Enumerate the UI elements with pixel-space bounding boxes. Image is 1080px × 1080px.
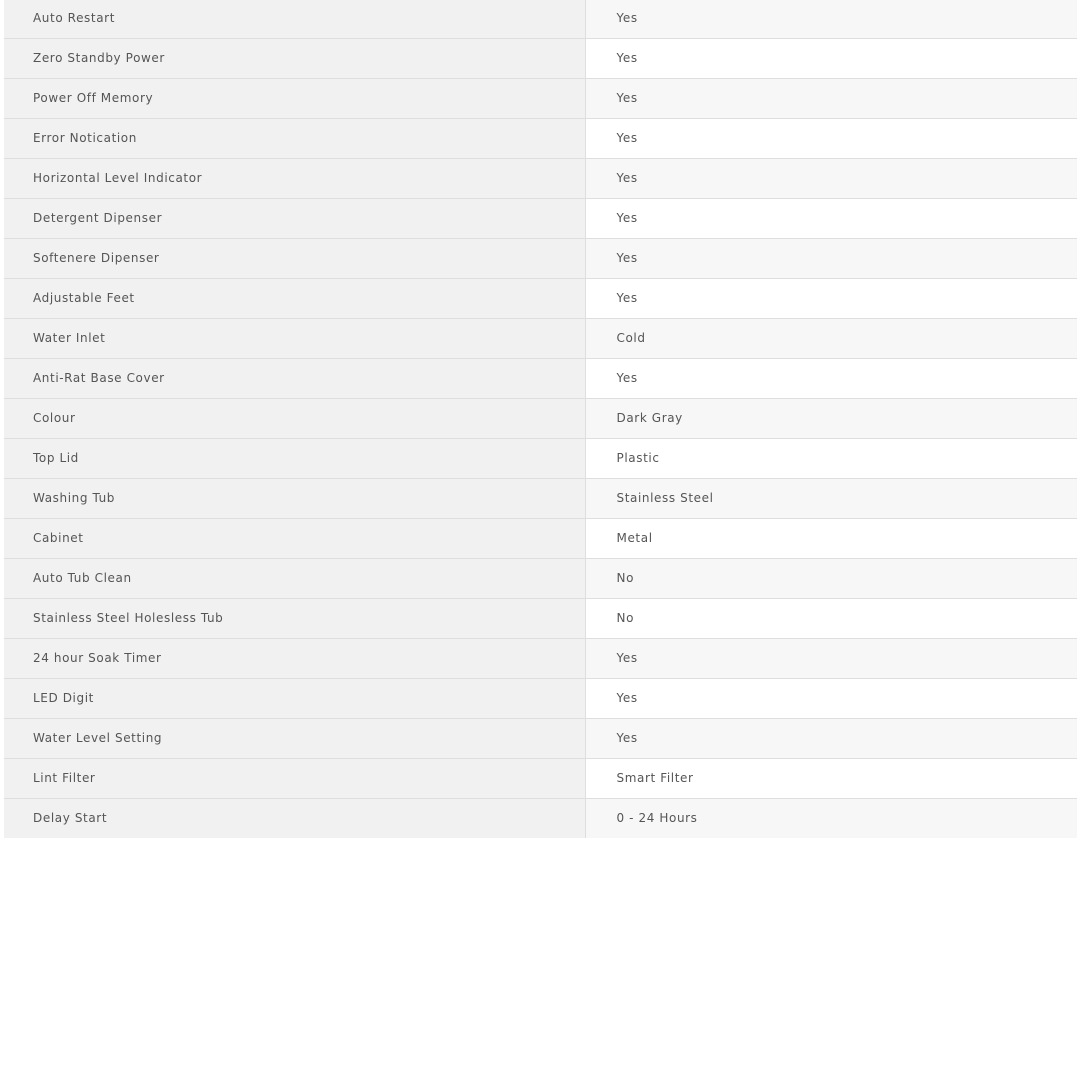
spec-label: Adjustable Feet <box>4 278 585 318</box>
spec-value: Stainless Steel <box>585 478 1077 518</box>
spec-value: Yes <box>585 238 1077 278</box>
spec-value: Yes <box>585 358 1077 398</box>
spec-value: Yes <box>585 678 1077 718</box>
spec-label: Anti-Rat Base Cover <box>4 358 585 398</box>
table-row <box>4 638 1077 678</box>
table-row <box>4 318 1077 358</box>
table-row <box>4 478 1077 518</box>
spec-value: Yes <box>585 638 1077 678</box>
spec-label: Lint Filter <box>4 758 585 798</box>
specifications-table <box>4 0 1077 838</box>
spec-label: Zero Standby Power <box>4 38 585 78</box>
spec-value: 0 - 24 Hours <box>585 798 1077 838</box>
spec-value: Yes <box>585 198 1077 238</box>
spec-label: Stainless Steel Holesless Tub <box>4 598 585 638</box>
table-row <box>4 0 1077 38</box>
table-row <box>4 78 1077 118</box>
spec-value: Yes <box>585 0 1077 38</box>
table-row <box>4 558 1077 598</box>
table-row <box>4 238 1077 278</box>
spec-label: Top Lid <box>4 438 585 478</box>
spec-label: Error Notication <box>4 118 585 158</box>
table-row <box>4 118 1077 158</box>
spec-label: Power Off Memory <box>4 78 585 118</box>
table-row <box>4 358 1077 398</box>
spec-value: Yes <box>585 78 1077 118</box>
table-row <box>4 278 1077 318</box>
spec-value: Yes <box>585 118 1077 158</box>
spec-value: Yes <box>585 718 1077 758</box>
spec-value: Smart Filter <box>585 758 1077 798</box>
spec-label: 24 hour Soak Timer <box>4 638 585 678</box>
table-row <box>4 758 1077 798</box>
spec-value: No <box>585 598 1077 638</box>
table-row <box>4 518 1077 558</box>
table-row <box>4 38 1077 78</box>
spec-label: Colour <box>4 398 585 438</box>
spec-label: Washing Tub <box>4 478 585 518</box>
spec-value: Yes <box>585 278 1077 318</box>
spec-label: Detergent Dipenser <box>4 198 585 238</box>
spec-label: Delay Start <box>4 798 585 838</box>
spec-value: No <box>585 558 1077 598</box>
table-row <box>4 158 1077 198</box>
table-row <box>4 198 1077 238</box>
spec-value: Yes <box>585 38 1077 78</box>
spec-label: Softenere Dipenser <box>4 238 585 278</box>
spec-label: Horizontal Level Indicator <box>4 158 585 198</box>
spec-label: LED Digit <box>4 678 585 718</box>
table-row <box>4 678 1077 718</box>
spec-label: Water Level Setting <box>4 718 585 758</box>
spec-label: Auto Tub Clean <box>4 558 585 598</box>
spec-label: Water Inlet <box>4 318 585 358</box>
table-row <box>4 598 1077 638</box>
spec-value: Yes <box>585 158 1077 198</box>
table-row <box>4 438 1077 478</box>
table-row <box>4 798 1077 838</box>
spec-label: Cabinet <box>4 518 585 558</box>
spec-label: Auto Restart <box>4 0 585 38</box>
table-row <box>4 718 1077 758</box>
spec-value: Cold <box>585 318 1077 358</box>
specifications-table-body <box>4 0 1077 838</box>
table-row <box>4 398 1077 438</box>
spec-value: Dark Gray <box>585 398 1077 438</box>
spec-value: Metal <box>585 518 1077 558</box>
spec-value: Plastic <box>585 438 1077 478</box>
